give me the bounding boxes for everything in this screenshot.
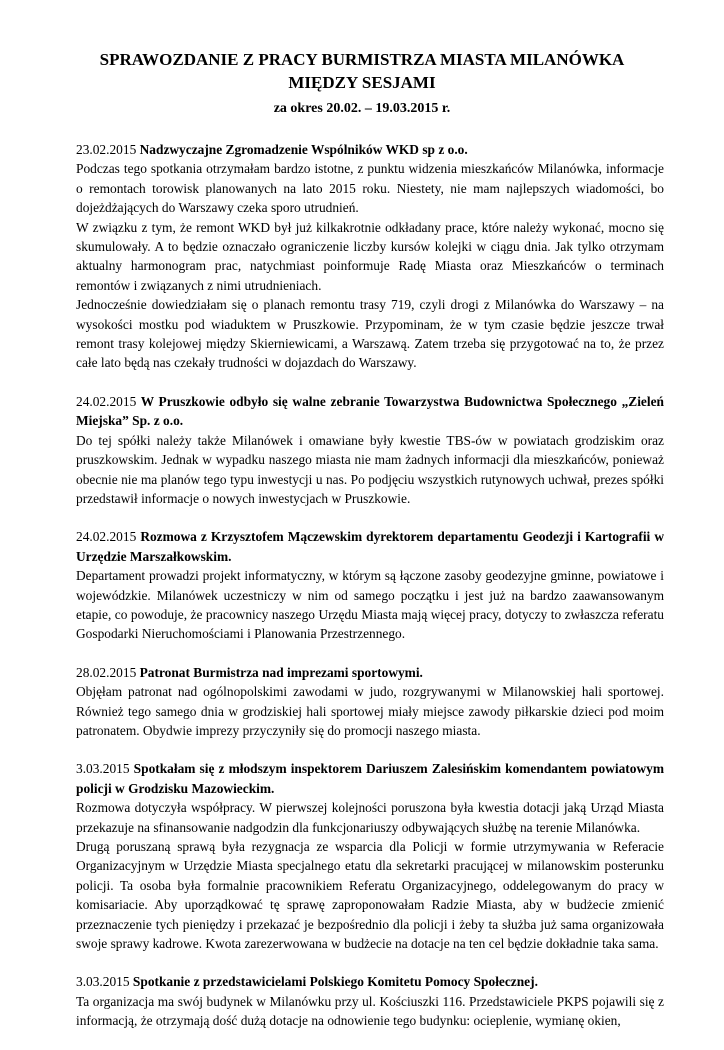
entry-date: 24.02.2015 xyxy=(76,393,137,409)
entry-date: 3.03.2015 xyxy=(76,761,130,777)
entry-heading xyxy=(76,392,664,431)
entry-paragraph: Objęłam patronat nad ogólnopolskimi zawodami w judo, rozgrywanymi w Milanowskiej hali sportowej. Również tego samego dnia w grodziskiej hali sportowej miały miejsce zawody piłkarskie dzieci pod moim patronatem. Obydwie imprezy przyczyniły się do promocji naszego miasta. xyxy=(76,684,664,738)
entry-heading xyxy=(76,663,664,682)
entry-paragraph: Podczas tego spotkania otrzymałam bardzo istotne, z punktu widzenia mieszkańców Milanówka, informacje o remontach torowisk planowanych na lato 2015 roku. Niestety, nie mam najlepszych wiadomości, bo dojeżdżających do Warszawy czeka sporo utrudnień. xyxy=(76,161,664,216)
entry-date: 28.02.2015 xyxy=(76,664,137,680)
report-entry xyxy=(76,392,664,508)
title-line-1: SPRAWOZDANIE Z PRACY BURMISTRZA MIASTA MILANÓWKA xyxy=(99,50,625,69)
entry-heading xyxy=(76,140,664,159)
entry-date: 3.03.2015 xyxy=(76,974,130,990)
report-entry xyxy=(76,527,664,643)
entry-paragraph: W związku z tym, że remont WKD był już kilkakrotnie odkładany prace, które należy wykonać, mocno się skumulowały. A to będzie oznaczało ograniczenie liczby kursów kolejki w ciągu dnia. Jak tylko otrzymam aktualny harmonogram prac, natychmiast poinformuje Radę Miasta oraz Mieszkańców o terminach remontów i związanych z nimi utrudnieniach. xyxy=(76,219,664,293)
entry-heading xyxy=(76,759,664,798)
report-period: za okres 20.02. – 19.03.2015 r. xyxy=(273,101,451,116)
report-entry xyxy=(76,972,664,1030)
title-line-2: MIĘDZY SESJAMI xyxy=(288,73,436,92)
entry-paragraph: Rozmowa dotyczyła współpracy. W pierwszej kolejności poruszona była kwestia dotacji jaką Urząd Miasta przekazuje na sfinansowanie nadgodzin dla funkcjonariuszy odbywających służbę na terenie Milanówka. xyxy=(76,800,664,835)
entry-paragraph: Drugą poruszaną sprawą była rezygnacja ze wsparcia dla Policji w formie utrzymywania w Referacie Organizacyjnym w Urzędzie Miasta specjalnego etatu dla sekretarki pracującej w milanowskim posterunku policji. Ta osoba była formalnie pracownikiem Referatu Organizacyjnego, oddelegowanym do pracy w komisariacie. Aby uporządkować tę sprawę zaproponowałam Radzie Miasta, aby w budżecie zmienić przeznaczenie tych pieniędzy i przekazać je bezpośrednio dla policji i żeby ta służba już sama organizowała swoje sprawy kadrowe. Kwota zarezerwowana w budżecie na dotacje na ten cel będzie dokładnie taka sama. xyxy=(76,839,664,952)
entry-title: Patronat Burmistrza nad imprezami sportowymi. xyxy=(139,664,423,680)
entry-paragraph: Jednocześnie dowiedziałam się o planach remontu trasy 719, czyli drogi z Milanówka do Warszawy – na wysokości mostku pod wiaduktem w Pruszkowie. Przypominam, że w tym czasie będzie jeszcze trwał remont trasy kolejowej między Skierniewicami, a Warszawą. Zatem trzeba się przygotować na to, że przez całe lato będą nas czekały trudności w dojazdach do Warszawy. xyxy=(76,297,664,371)
entry-paragraph: Do tej spółki należy także Milanówek i omawiane były kwestie TBS-ów w powiatach grodziskim oraz pruszkowskim. Jednak w wypadku naszego miasta nie mam żadnych informacji dla mieszkańców, ponieważ obecnie nie ma planów tego typu inwestycji u nas. Po podjęciu wszystkich rutynowych uchwał, prezes spółki przedstawił informacje o nowych inwestycjach w Pruszkowie. xyxy=(76,432,664,506)
entry-title: Nadzwyczajne Zgromadzenie Wspólników WKD sp z o.o. xyxy=(139,142,468,157)
entry-title: Spotkanie z przedstawicielami Polskiego Komitetu Pomocy Społecznej. xyxy=(132,974,538,990)
report-content xyxy=(76,140,664,1050)
entry-date: 23.02.2015 xyxy=(76,142,137,157)
document-title xyxy=(60,48,664,94)
entry-heading xyxy=(76,527,664,566)
entry-heading xyxy=(76,972,664,991)
entry-paragraph: Departament prowadzi projekt informatyczny, w którym są łączone zasoby geodezyjne gminne, powiatowe i wojewódzkie. Milanówek uczestniczy w nim od samego początku i jest już na bardzo zaawansowanym etapie, co powoduje, że pracownicy naszego Urzędu Miasta mają więcej pracy, dotyczy to zwłaszcza referatu Gospodarki Nieruchomościami i Planowania Przestrzennego. xyxy=(76,568,664,642)
report-entry xyxy=(76,759,664,953)
report-entry xyxy=(76,140,664,373)
report-entry xyxy=(76,663,664,741)
entry-paragraph: Ta organizacja ma swój budynek w Milanówku przy ul. Kościuszki 116. Przedstawiciele PKPS pojawili się z informacją, że otrzymają dość dużą dotacje na odnowienie tego budynku: ocieplenie, wymianę okien, xyxy=(76,993,664,1029)
entry-title: W Pruszkowie odbyło się walne zebranie Towarzystwa Budownictwa Społecznego „Zieleń Miejska” Sp. z o.o. xyxy=(76,393,664,429)
entry-date: 24.02.2015 xyxy=(76,529,137,545)
entry-title: Spotkałam się z młodszym inspektorem Dariuszem Zalesińskim komendantem powiatowym policji w Grodzisku Mazowieckim. xyxy=(76,761,664,796)
entry-title: Rozmowa z Krzysztofem Mączewskim dyrektorem departamentu Geodezji i Kartografii w Urzędzie Marszałkowskim. xyxy=(76,529,664,564)
